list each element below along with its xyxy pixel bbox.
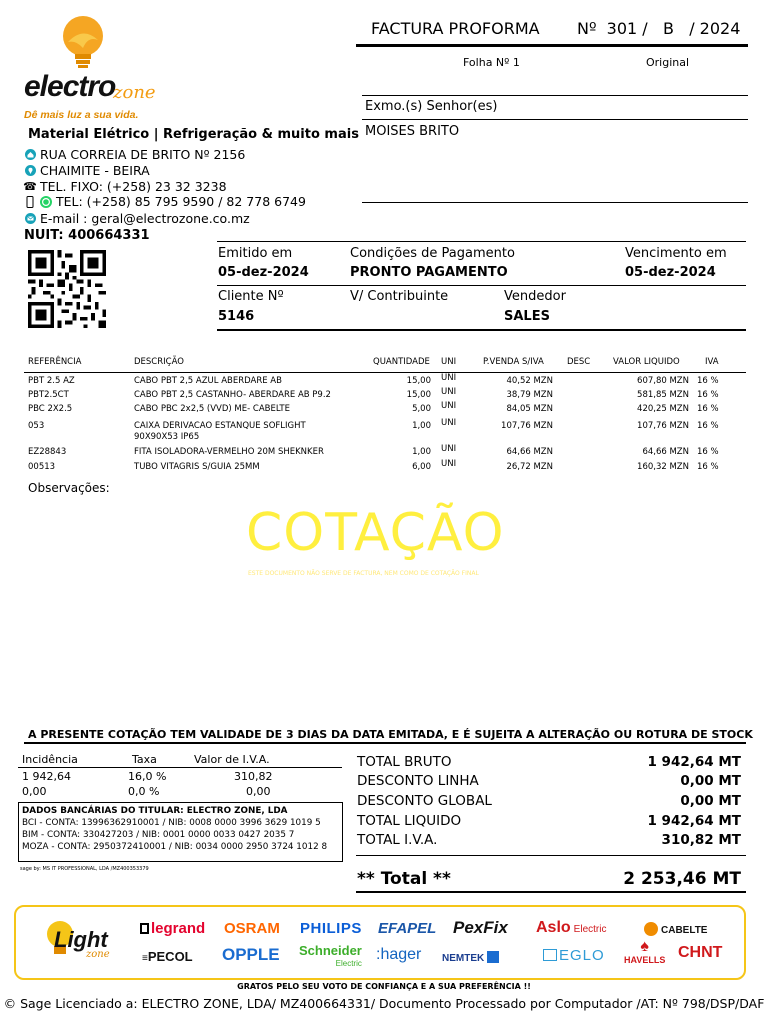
grand-total-label: ** Total ** <box>357 869 451 889</box>
col-header-quantity: QUANTIDADE <box>373 357 430 367</box>
payment-terms-label: Condições de Pagamento <box>350 246 515 261</box>
bank-line-moza: MOZA - CONTA: 2950372410001 / NIB: 0034 0000 2950 3724 1012 8 <box>22 842 328 852</box>
meta-bottom-rule <box>217 329 746 331</box>
thank-you-note: GRATOS PELO SEU VOTO DE CONFIANÇA E A SUA PREFERÊNCIA !! <box>237 982 531 991</box>
tax-vat-1: 310,82 <box>234 770 273 783</box>
bank-title: DADOS BANCÁRIAS DO TITULAR: ELECTRO ZONE, LDA <box>22 806 288 816</box>
table-header-rule <box>24 372 746 373</box>
phone-mobile: TEL: (+258) 85 795 9590 / 82 778 6749 <box>24 194 306 209</box>
grand-total-value: 2 253,46 MT <box>623 869 741 889</box>
cell-reference: 053 <box>28 421 45 431</box>
cell-quantity: 6,00 <box>412 462 431 472</box>
cell-reference: PBC 2X2.5 <box>28 404 73 414</box>
total-vat-label: TOTAL I.V.A. <box>357 832 438 848</box>
email-line: E-mail : geral@electrozone.co.mz <box>24 211 250 226</box>
company-tagline: Material Elétrico | Refrigeração & muito mais <box>28 127 359 142</box>
document-number: Nº 301 / B / 2024 <box>577 19 741 38</box>
col-header-net-value: VALOR LIQUIDO <box>613 357 680 367</box>
tax-rate-1: 16,0 % <box>128 770 167 783</box>
bank-details-box <box>18 802 343 862</box>
cell-quantity: 15,00 <box>406 376 431 386</box>
software-footer: © Sage Licenciado a: ELECTRO ZONE, LDA/ MZ400664331/ Documento Processado por Computador /AT: Nº 798/DSP/DAF <box>3 996 765 1011</box>
total-net-label: TOTAL LIQUIDO <box>357 813 462 829</box>
tax-rate-2: 0,0 % <box>128 785 160 798</box>
brand-light-zone-sub: zone <box>86 949 110 960</box>
due-date: 05-dez-2024 <box>625 265 716 280</box>
col-header-description: DESCRIÇÃO <box>134 357 184 367</box>
quotation-watermark: COTAÇÃO <box>246 503 505 563</box>
client-top-rule <box>362 95 748 96</box>
cell-price: 40,52 MZN <box>506 376 553 386</box>
col-header-unit: UNI <box>441 357 457 367</box>
col-header-reference: REFERÊNCIA <box>28 357 82 367</box>
brand-aslo: Aslo Electric <box>536 919 607 936</box>
brand-efapel: EFAPEL <box>378 920 437 937</box>
total-net-value: 1 942,64 MT <box>647 813 741 829</box>
cell-quantity: 1,00 <box>412 421 431 431</box>
tax-header-incidence: Incidência <box>22 753 78 766</box>
cell-net-value: 581,85 MZN <box>637 390 689 400</box>
cell-unit: UNI <box>441 373 457 383</box>
issued-label: Emitido em <box>218 246 293 261</box>
cell-price: 26,72 MZN <box>506 462 553 472</box>
cell-price: 107,76 MZN <box>501 421 553 431</box>
table-row <box>0 387 768 404</box>
brand-osram: OSRAM <box>224 920 280 937</box>
issued-date: 05-dez-2024 <box>218 265 309 280</box>
tax-header-rate: Taxa <box>132 753 157 766</box>
table-row <box>0 401 768 418</box>
cell-reference: PBT2.5CT <box>28 390 69 400</box>
sheet-number: Folha Nº 1 <box>463 56 520 69</box>
meta-mid-rule <box>217 285 746 286</box>
global-discount-value: 0,00 MT <box>680 793 741 809</box>
bulb-logo-icon <box>58 14 108 70</box>
validity-rule <box>24 742 746 744</box>
col-header-discount: DESC <box>567 357 591 367</box>
bank-line-bci: BCI - CONTA: 13996362910001 / NIB: 0008 0000 3996 3629 1019 5 <box>22 818 321 828</box>
cell-vat: 16 % <box>697 376 719 386</box>
table-row <box>0 459 768 476</box>
table-row <box>0 444 768 461</box>
client-name: MOISES BRITO <box>365 124 460 139</box>
totals-rule <box>356 855 746 856</box>
brand-legrand: legrand <box>140 920 205 937</box>
location-pin-icon <box>24 165 36 177</box>
customer-no-label: Cliente Nº <box>218 289 284 304</box>
total-gross-value: 1 942,64 MT <box>647 754 741 770</box>
address-line-1: RUA CORREIA DE BRITO Nº 2156 <box>24 147 245 162</box>
cell-vat: 16 % <box>697 462 719 472</box>
brand-hager: :hager <box>376 946 422 963</box>
validity-notice: A PRESENTE COTAÇÃO TEM VALIDADE DE 3 DIAS DA DATA EMITADA, E É SUJEITA A ALTERAÇÃO OU ROTURA DE STOCK <box>28 728 753 741</box>
tax-header-rule <box>18 767 342 768</box>
cell-reference: EZ28843 <box>28 447 67 457</box>
cell-price: 38,79 MZN <box>506 390 553 400</box>
cell-vat: 16 % <box>697 447 719 457</box>
logo-zone-word: zone <box>113 82 156 103</box>
line-discount-value: 0,00 MT <box>680 773 741 789</box>
brand-pexfix: PexFix <box>453 918 508 937</box>
header-rule <box>356 44 748 47</box>
cell-vat: 16 % <box>697 404 719 414</box>
cell-description: CAIXA DERIVACAO ESTANQUE SOFLIGHT <box>134 421 306 431</box>
cell-net-value: 107,76 MZN <box>637 421 689 431</box>
cell-unit: UNI <box>441 401 457 411</box>
line-discount-label: DESCONTO LINHA <box>357 773 479 789</box>
bank-line-bim: BIM - CONTA: 330427203 / NIB: 0001 0000 0033 0427 2035 7 <box>22 830 295 840</box>
home-icon <box>24 149 36 161</box>
document-title: FACTURA PROFORMA <box>371 19 540 38</box>
cell-net-value: 420,25 MZN <box>637 404 689 414</box>
grand-total-rule <box>356 891 746 893</box>
brand-havells: ♠ HAVELLS <box>624 938 666 965</box>
brand-chnt: CHNT <box>678 944 723 961</box>
brand-schneider: Schneider Electric <box>299 943 362 968</box>
cell-price: 64,66 MZN <box>506 447 553 457</box>
observations-label: Observações: <box>28 481 110 495</box>
telephone-icon: ☎ <box>23 180 37 193</box>
copy-type: Original <box>646 56 690 69</box>
col-header-price: P.VENDA S/IVA <box>483 357 544 367</box>
tax-header-vat: Valor de I.V.A. <box>194 753 270 766</box>
logo-tagline: Dê mais luz a sua vida. <box>24 109 139 121</box>
cell-net-value: 160,32 MZN <box>637 462 689 472</box>
cell-net-value: 607,80 MZN <box>637 376 689 386</box>
cell-reference: PBT 2.5 AZ <box>28 376 75 386</box>
watermark-subtitle: ESTE DOCUMENTO NÃO SERVE DE FACTURA, NEM COMO DE COTAÇÃO FINAL <box>248 570 479 577</box>
brand-cabelte: CABELTE <box>644 922 707 936</box>
brand-philips: PHILIPS <box>300 920 362 937</box>
cell-reference: 00513 <box>28 462 56 472</box>
cell-description: TUBO VITAGRIS S/GUIA 25MM <box>134 462 260 472</box>
brand-pecol: ≡PECOL <box>142 949 193 964</box>
client-mid-rule <box>362 119 748 120</box>
due-label: Vencimento em <box>625 246 727 261</box>
address-line-2: CHAIMITE - BEIRA <box>24 163 150 178</box>
brand-nemtek: NEMTEK <box>442 951 499 964</box>
table-row <box>0 373 768 390</box>
col-header-vat: IVA <box>705 357 719 367</box>
seller: SALES <box>504 309 550 324</box>
cell-description: CABO PBT 2,5 AZUL ABERDARE AB <box>134 376 282 386</box>
cell-description: FITA ISOLADORA-VERMELHO 20M SHEKNKER <box>134 447 324 457</box>
cell-unit: UNI <box>441 444 457 454</box>
cell-unit: UNI <box>441 387 457 397</box>
cell-vat: 16 % <box>697 421 719 431</box>
tax-vat-2: 0,00 <box>246 785 271 798</box>
cell-quantity: 15,00 <box>406 390 431 400</box>
tax-incidence-1: 1 942,64 <box>22 770 71 783</box>
total-gross-label: TOTAL BRUTO <box>357 754 452 770</box>
cell-unit: UNI <box>441 418 457 428</box>
cell-description-line2: 90X90X53 IP65 <box>134 432 200 442</box>
cell-description: CABO PBT 2,5 CASTANHO- ABERDARE AB P9.2 <box>134 390 331 400</box>
taxpayer-label: V/ Contribuinte <box>350 289 449 304</box>
global-discount-label: DESCONTO GLOBAL <box>357 793 492 809</box>
cell-quantity: 5,00 <box>412 404 431 414</box>
meta-top-rule <box>217 241 746 242</box>
mobile-phone-icon <box>24 196 36 208</box>
brand-opple: OPPLE <box>222 945 280 964</box>
cell-net-value: 64,66 MZN <box>642 447 689 457</box>
whatsapp-icon <box>40 196 52 208</box>
tax-incidence-2: 0,00 <box>22 785 47 798</box>
payment-terms: PRONTO PAGAMENTO <box>350 265 508 280</box>
client-bottom-rule <box>362 202 748 203</box>
nuit: NUIT: 400664331 <box>24 228 150 243</box>
total-vat-value: 310,82 MT <box>661 832 741 848</box>
client-label: Exmo.(s) Senhor(es) <box>365 99 498 114</box>
brand-eglo: EGLO <box>543 947 605 964</box>
customer-no: 5146 <box>218 309 255 324</box>
cell-vat: 16 % <box>697 390 719 400</box>
cell-description: CABO PBC 2x2,5 (VVD) ME- CABELTE <box>134 404 290 414</box>
table-row <box>0 418 768 442</box>
logo-wordmark: electro <box>24 70 116 103</box>
brand-partners-strip <box>14 905 746 980</box>
sage-note: sage by: MS IT PROFESSIONAL, LDA /MZ400353379 <box>20 866 149 872</box>
seller-label: Vendedor <box>504 289 566 304</box>
email-icon <box>24 213 36 225</box>
qr-code-icon <box>25 250 109 328</box>
cell-quantity: 1,00 <box>412 447 431 457</box>
phone-fixed: ☎ TEL. FIXO: (+258) 23 32 3238 <box>23 179 227 194</box>
cell-price: 84,05 MZN <box>506 404 553 414</box>
cell-unit: UNI <box>441 459 457 469</box>
brand-light-zone: Light <box>54 927 108 952</box>
